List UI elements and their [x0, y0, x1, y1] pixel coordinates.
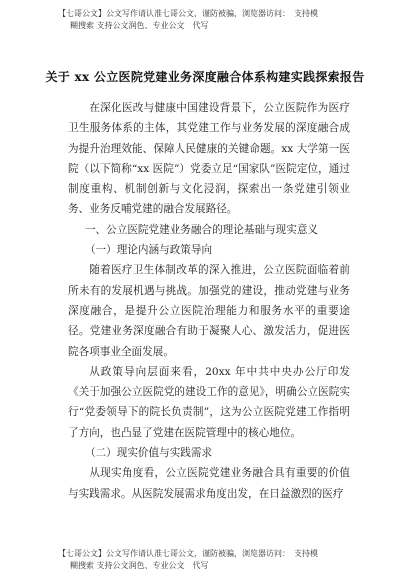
- paragraph-intro: 在深化医改与健康中国建设背景下，公立医院作为医疗卫生服务体系的主体，其党建工作与业务发展的深度融合成为提升治理效能、保障人民健康的关键命题。xx 大学第一医院（以下简称“xx 医院”）党委立足“国家队”医院定位，通过制度重构、机制创新与文化浸润，探索出一条党建引领业务、业务反哺党建的融合发展路径。: [68, 102, 350, 216]
- section-heading-1: 一、公立医院党建业务融合的理论基础与现实意义: [84, 223, 319, 236]
- banner-line-1: 【七哥公文】公文写作请认准七哥公文，谨防被骗，浏览器访问： 支持模: [58, 9, 318, 18]
- banner-line-2: 糊搜索 支持公文润色、专业公文 代写: [70, 21, 209, 30]
- banner-line-1: 【七哥公文】公文写作请认准七哥公文，谨防被骗，浏览器访问： 支持模: [58, 549, 318, 558]
- subsection-heading-1: （一）理论内涵与政策导向: [84, 244, 213, 257]
- header-banner: [58, 8, 358, 32]
- paragraph-practice: 从现实角度看，公立医院党建业务融合具有重要的价值与实践需求。从医院发展需求角度出发，在日益激烈的医疗: [68, 467, 350, 500]
- paragraph-theory: 随着医疗卫生体制改革的深入推进，公立医院面临着前所未有的发展机遇与挑战。加强党的建设，推动党建与业务深度融合，是提升公立医院治理能力和服务水平的重要途径。党建业务深度融合有助于凝聚人心、激发活力，促进医院各项事业全面发展。: [68, 264, 350, 358]
- banner-line-2: 糊搜索 支持公文润色、专业公文 代写: [70, 561, 209, 570]
- footer-banner: [58, 548, 358, 572]
- document-title: 关于 xx 公立医院党建业务深度融合体系构建实践探索报告: [45, 70, 365, 84]
- paragraph-policy: 从政策导向层面来看，20xx 年中共中央办公厅印发《关于加强公立医院党的建设工作的意见》，明确公立医院实行“党委领导下的院长负责制”，这为公立医院党建工作指明了方向，也凸显了党建在医院管理中的核心地位。: [68, 365, 350, 439]
- document-body: [68, 98, 350, 504]
- subsection-heading-2: （二）现实价值与实践需求: [84, 447, 213, 460]
